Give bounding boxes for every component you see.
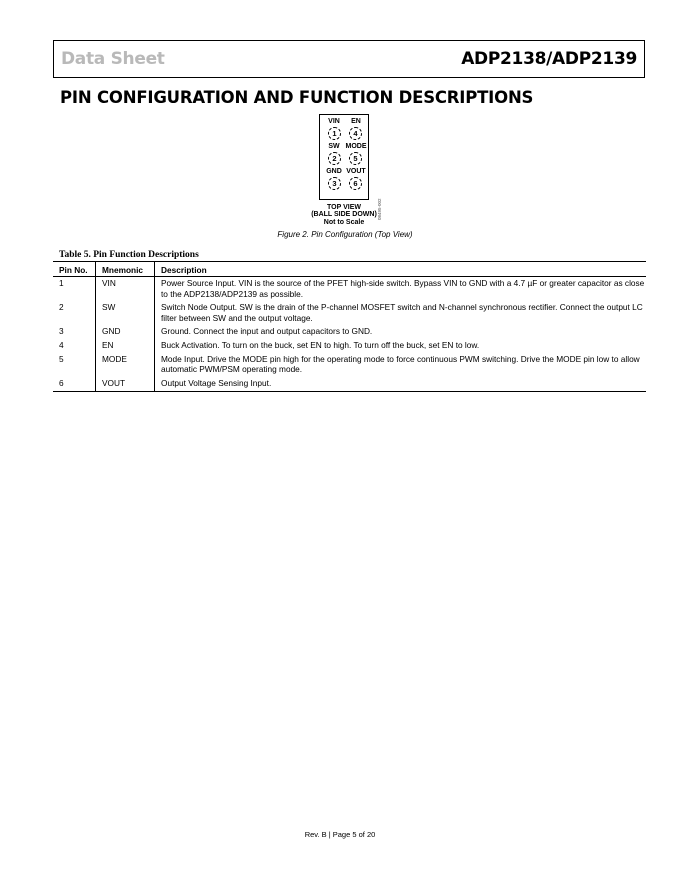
cell-description: Buck Activation. To turn on the buck, set EN to high. To turn off the buck, set EN to low. [161, 339, 480, 350]
pin-ball-1: 1 [328, 127, 341, 140]
pin-view-note [299, 204, 389, 226]
pin-label-en: EN [351, 118, 361, 125]
view-line-scale: Not to Scale [323, 218, 365, 226]
cell-mnemonic: EN [96, 339, 155, 353]
figure-code: 08495-002 [377, 198, 382, 220]
header-doc-type: Data Sheet [61, 49, 165, 69]
pin-ball-2: 2 [328, 152, 341, 165]
cell-pin-no: 6 [53, 377, 96, 392]
table-title: Table 5. Pin Function Descriptions [59, 250, 199, 260]
page-footer: Rev. B | Page 5 of 20 [304, 830, 376, 839]
pin-ball-4: 4 [349, 127, 362, 140]
figure-caption: Figure 2. Pin Configuration (Top View) [277, 230, 413, 239]
cell-pin-no: 1 [53, 277, 96, 302]
header-part-number: ADP2138/ADP2139 [461, 49, 637, 69]
pin-label-sw: SW [328, 143, 340, 150]
pin-ball-3: 3 [328, 177, 341, 190]
pin-label-mode: MODE [345, 143, 367, 150]
cell-pin-no: 5 [53, 353, 96, 377]
table-row [53, 277, 646, 302]
cell-pin-no: 2 [53, 301, 96, 325]
view-line-ball-side: (BALL SIDE DOWN) [311, 211, 377, 219]
pin-ball-6: 6 [349, 177, 362, 190]
cell-mnemonic: SW [96, 301, 155, 325]
cell-pin-no: 3 [53, 325, 96, 339]
section-title: PIN CONFIGURATION AND FUNCTION DESCRIPTIONS [60, 88, 534, 107]
pin-configuration-diagram [319, 114, 369, 200]
cell-mnemonic: VOUT [96, 377, 155, 392]
pin-label-gnd: GND [326, 168, 342, 175]
table-row [53, 339, 646, 353]
pin-ball-5: 5 [349, 152, 362, 165]
cell-description: Switch Node Output. SW is the drain of the P-channel MOSFET switch and N-channel synchronous rectifier. Connect the output LC filter between SW and the output voltage. [161, 302, 643, 323]
cell-mnemonic: MODE [96, 353, 155, 377]
col-header-mnemonic: Mnemonic [96, 262, 155, 277]
table-row [53, 325, 646, 339]
cell-pin-no: 4 [53, 339, 96, 353]
cell-mnemonic: VIN [96, 277, 155, 302]
table-row [53, 377, 646, 392]
col-header-description: Description [155, 262, 647, 277]
page-header [53, 40, 645, 78]
cell-mnemonic: GND [96, 325, 155, 339]
cell-description: Power Source Input. VIN is the source of the PFET high-side switch. Bypass VIN to GND with a 4.7 µF or greater capacitor as close to the ADP2138/ADP2139 as possible. [161, 278, 645, 299]
table-header-row [53, 262, 646, 277]
cell-description: Mode Input. Drive the MODE pin high for the operating mode to force continuous PWM switching. Drive the MODE pin low to allow automatic PWM/PSM operating mode. [161, 353, 640, 375]
cell-description: Output Voltage Sensing Input. [155, 377, 647, 392]
col-header-pin-no: Pin No. [53, 262, 96, 277]
view-line-top-view: TOP VIEW [327, 204, 361, 211]
pin-label-vout: VOUT [346, 168, 366, 175]
pin-label-vin: VIN [328, 118, 340, 125]
table-row [53, 301, 646, 325]
cell-description: Ground. Connect the input and output capacitors to GND. [161, 326, 373, 337]
pin-function-table [53, 261, 646, 392]
table-row [53, 353, 646, 377]
